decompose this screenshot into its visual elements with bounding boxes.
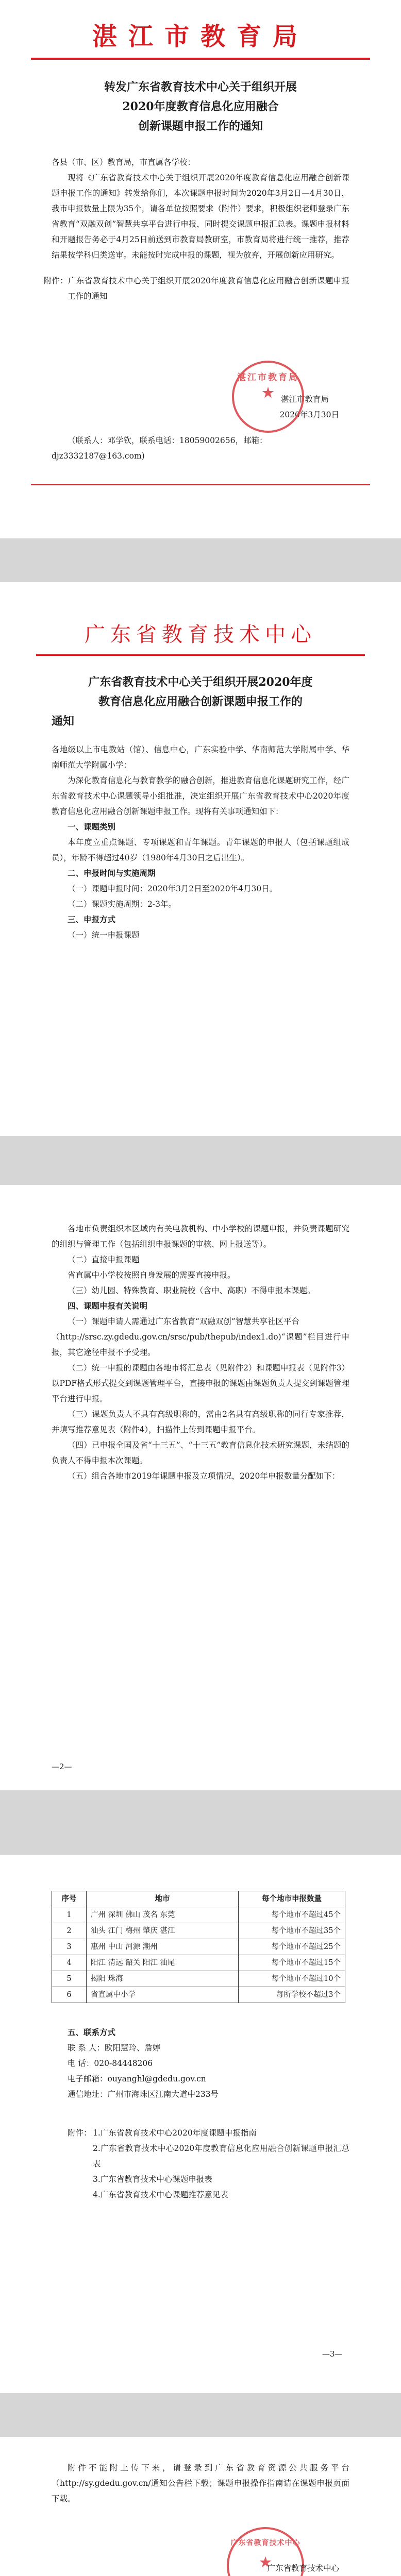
p3-para-6: （二）统一申报的课题由各地市将汇总表（见附件2）和课题申报表（见附件3）以PDF格式形式提交到课题管理平台，直接申报的课题由课题负责人提交到课题管理平台进行申报。 bbox=[52, 1363, 349, 1403]
p3-para-7: （三）课题负责人不具有高级职称的，需由2名具有高级职称的同行专家推荐，并填写推荐意见表（附件4），扫描件上传到课题申报平台。 bbox=[52, 1410, 349, 1434]
p3-para-8: （四）已申报全国及省“十三五”、“十三五”教育信息化技术研究课题，未结题的负责人不得申报本次课题。 bbox=[52, 1440, 349, 1465]
cell-index: 1 bbox=[52, 1907, 87, 1923]
section-4-heading: 四、课题申报有关说明 bbox=[68, 1301, 148, 1311]
p3-para-3: 省直属中小学校按照自身发展的需要直接申报。 bbox=[68, 1270, 236, 1280]
footer-rule bbox=[31, 484, 370, 485]
sign-org: 湛江市教育局 bbox=[280, 395, 329, 404]
cell-city: 广州 深圳 佛山 茂名 东莞 bbox=[87, 1907, 239, 1923]
title-line-3: 创新课题申报工作的通知 bbox=[138, 120, 263, 133]
section-1-text: 本年度立重点课题、专项课题和青年课题。青年课题的申报人（包括课题组成员），年龄不得超过40岁（1980年4月30日之后出生）。 bbox=[52, 838, 349, 862]
p5-sign bbox=[52, 2561, 349, 2576]
table-row bbox=[52, 1955, 345, 1971]
col-header-index: 序号 bbox=[52, 1891, 87, 1907]
p1-sign bbox=[52, 392, 349, 422]
page-2 bbox=[0, 582, 401, 1136]
header-rule bbox=[31, 58, 370, 60]
download-note: 附件不能附上传下来，请登录到广东省教育资源公共服务平台（http://sy.gdedu.gov.cn/通知公告栏下载；课题申报操作指南请在课题申报页面下载。 bbox=[52, 2463, 349, 2503]
p3-para-1: 各地市负责组织本区域内有关电教机构、中小学校的课题申报，并负责课题研究的组织与管理工作（包括组织申报课题的审核、网上报送等）。 bbox=[52, 1224, 349, 1249]
section-5-heading: 五、联系方式 bbox=[68, 2027, 116, 2037]
attachment-item-3[interactable]: 3.广东省教育技术中心课题申报表 bbox=[93, 2175, 212, 2184]
cell-city: 省直属中小学 bbox=[87, 1987, 239, 2003]
cell-index: 5 bbox=[52, 1971, 87, 1987]
attachment-list bbox=[93, 2125, 349, 2202]
cell-index: 3 bbox=[52, 1939, 87, 1955]
seal-star-icon: ★ bbox=[259, 2555, 272, 2570]
cell-index: 2 bbox=[52, 1923, 87, 1939]
seal-star-icon: ★ bbox=[262, 385, 274, 401]
contact-email[interactable]: 电子邮箱：ouyanghl@gdedu.gov.cn bbox=[68, 2074, 206, 2083]
attachment-prefix: 附件： bbox=[43, 276, 68, 285]
section-2-item-2: （二）课题实施周期：2-3年。 bbox=[68, 900, 176, 909]
cell-index: 4 bbox=[52, 1955, 87, 1971]
salutation: 各县（市、区）教育局，市直属各学校： bbox=[52, 158, 196, 167]
cell-city: 惠州 中山 河源 潮州 bbox=[87, 1939, 239, 1955]
col-header-city: 地市 bbox=[87, 1891, 239, 1907]
page-gap bbox=[0, 2393, 401, 2437]
page-5 bbox=[0, 2437, 401, 2576]
p2-title-line-1: 广东省教育技术中心关于组织开展2020年度 bbox=[88, 675, 313, 689]
table-row bbox=[52, 1987, 345, 2003]
cell-quota: 每个地市不超过45个 bbox=[239, 1907, 345, 1923]
platform-url[interactable]: （http://srsc.zy.gdedu.gov.cn/srsc/pub/thepub/index1.do)“课题”栏目进行申报，其它途径申报不予受理。 bbox=[52, 1332, 349, 1357]
page-gap bbox=[0, 1790, 401, 1855]
cell-quota: 每个地市不超过35个 bbox=[239, 1923, 345, 1939]
p1-body bbox=[43, 155, 349, 304]
contact-address: 通信地址：广州市海珠区江南大道中233号 bbox=[68, 2090, 219, 2099]
contact-phone: 电 话：020-84448206 bbox=[68, 2059, 153, 2068]
sign-org: 广东省教育技术中心 bbox=[267, 2564, 339, 2573]
p5-note bbox=[52, 2460, 349, 2506]
sign-date: 2020年3月30日 bbox=[279, 410, 339, 419]
bureau-header: 湛江市教育局 bbox=[92, 22, 309, 51]
p2-title-line-2: 教育信息化应用融合创新课题申报工作的 bbox=[98, 695, 303, 708]
p2-salutation: 各地级以上市电教站（馆）、信息中心，广东实验中学、华南师范大学附属中学、华南师范大学附属小学： bbox=[52, 745, 349, 770]
attachment-line bbox=[43, 273, 349, 304]
p4-attachments bbox=[52, 2125, 349, 2202]
attachment-item-1[interactable]: 1.广东省教育技术中心2020年度课题申报指南 bbox=[93, 2128, 257, 2138]
p3-para-5: （一）课题申请人需通过广东省教育“双融双创”智慧共享社区平台 bbox=[68, 1317, 299, 1326]
bureau-seal bbox=[232, 361, 304, 433]
section-3-item-1: （一）统一申报课题 bbox=[68, 930, 140, 940]
cell-quota: 每个地市不超过15个 bbox=[239, 1955, 345, 1971]
p2-title-line-3: 通知 bbox=[52, 715, 75, 728]
section-1-heading: 一、课题类别 bbox=[68, 822, 116, 832]
page-number: —2— bbox=[52, 1762, 72, 1771]
table-header-row bbox=[52, 1891, 345, 1907]
body-paragraph: 现将《广东省教育技术中心关于组织开展2020年度教育信息化应用融合创新课题申报工作的通知》转发给你们，本次课题申报时间为2020年3月2日—4月30日，我市申报数量上限为35个，请各单位按照要求（附件）要求，积极组织老师登录广东省教育“双融双创”智慧共享平台进行申报，同时提交课题申报汇总表。课题申报材料和开题报告务必于4月25日前送到市教育局教研室，市教育局将进行统一推荐，推荐结果按学科归类送审。未能按时完成申报的课题，视为放弃，开展创新应用研究。 bbox=[52, 173, 349, 260]
page-number: —3— bbox=[322, 2349, 343, 2359]
p2-title bbox=[52, 672, 349, 731]
p3-body bbox=[52, 1221, 349, 1484]
col-header-quota: 每个地市申报数量 bbox=[239, 1891, 345, 1907]
cell-city: 揭阳 珠海 bbox=[87, 1971, 239, 1987]
page-1 bbox=[0, 0, 401, 538]
p1-contact bbox=[52, 433, 349, 464]
attachment-link[interactable]: 广东省教育技术中心关于组织开展2020年度教育信息化应用融合创新课题申报工作的通知 bbox=[68, 276, 349, 301]
cell-quota: 每个地市不超过25个 bbox=[239, 1939, 345, 1955]
contact-person: 联 系 人：欧阳慧玲、詹婷 bbox=[68, 2043, 161, 2053]
center-header-rule bbox=[36, 654, 365, 656]
table-row bbox=[52, 1939, 345, 1955]
section-2-heading: 二、申报时间与实施周期 bbox=[68, 868, 156, 878]
p3-para-2: （二）直接申报课题 bbox=[68, 1255, 140, 1264]
attachment-prefix: 附件： bbox=[68, 2128, 92, 2138]
seal-text: 广东省教育技术中心 bbox=[230, 2539, 300, 2547]
contact-email[interactable]: djz3332187@163.com) bbox=[52, 451, 145, 461]
p1-title bbox=[52, 77, 349, 136]
quota-table bbox=[52, 1891, 345, 2003]
page-3 bbox=[0, 1185, 401, 1790]
page-4 bbox=[0, 1855, 401, 2393]
title-line-1: 转发广东省教育技术中心关于组织开展 bbox=[104, 80, 297, 94]
table-row bbox=[52, 1923, 345, 1939]
center-header: 广东省教育技术中心 bbox=[85, 623, 316, 647]
p2-body bbox=[52, 742, 349, 943]
contact-line: （联系人：邓学钦，联系电话：18059002656，邮箱： bbox=[68, 436, 268, 445]
page-gap bbox=[0, 1136, 401, 1185]
attachment-item-4[interactable]: 4.广东省教育技术中心课题推荐意见表 bbox=[93, 2190, 228, 2199]
p3-para-4: （三）幼儿园、特殊教育、职业院校（含中、高职）不得申报本课题。 bbox=[68, 1286, 315, 1295]
title-line-2: 2020年度教育信息化应用融合 bbox=[122, 100, 279, 113]
table-row bbox=[52, 1907, 345, 1923]
section-3-heading: 三、申报方式 bbox=[68, 914, 116, 924]
section-2-item-1: （一）课题申报时间：2020年3月2日至2020年4月30日。 bbox=[68, 884, 278, 893]
p3-para-9: （五）组合各地市2019年课题申报及立项情况，2020年申报数量分配如下： bbox=[68, 1471, 340, 1481]
p4-contact bbox=[52, 2025, 349, 2102]
cell-index: 6 bbox=[52, 1987, 87, 2003]
cell-quota: 每个地市不超过10个 bbox=[239, 1971, 345, 1987]
cell-quota: 每所学校不超过3个 bbox=[239, 1987, 345, 2003]
attachment-item-2[interactable]: 2.广东省教育技术中心2020年度教育信息化应用融合创新课题申报汇总表 bbox=[93, 2144, 349, 2168]
cell-city: 汕头 江门 梅州 肇庆 湛江 bbox=[87, 1923, 239, 1939]
table-row bbox=[52, 1971, 345, 1987]
seal-text: 湛江市教育局 bbox=[237, 372, 299, 383]
cell-city: 阳江 清远 韶关 阳江 汕尾 bbox=[87, 1955, 239, 1971]
page-gap bbox=[0, 538, 401, 582]
p2-intro: 为深化教育信息化与教育教学的融合创新，推进教育信息化课题研究工作，经广东省教育技术中心课题领导小组批准，决定组织开展广东省教育技术中心2020年度教育信息化应用融合创新课题申报工作。现将有关事项通知如下： bbox=[52, 776, 349, 816]
